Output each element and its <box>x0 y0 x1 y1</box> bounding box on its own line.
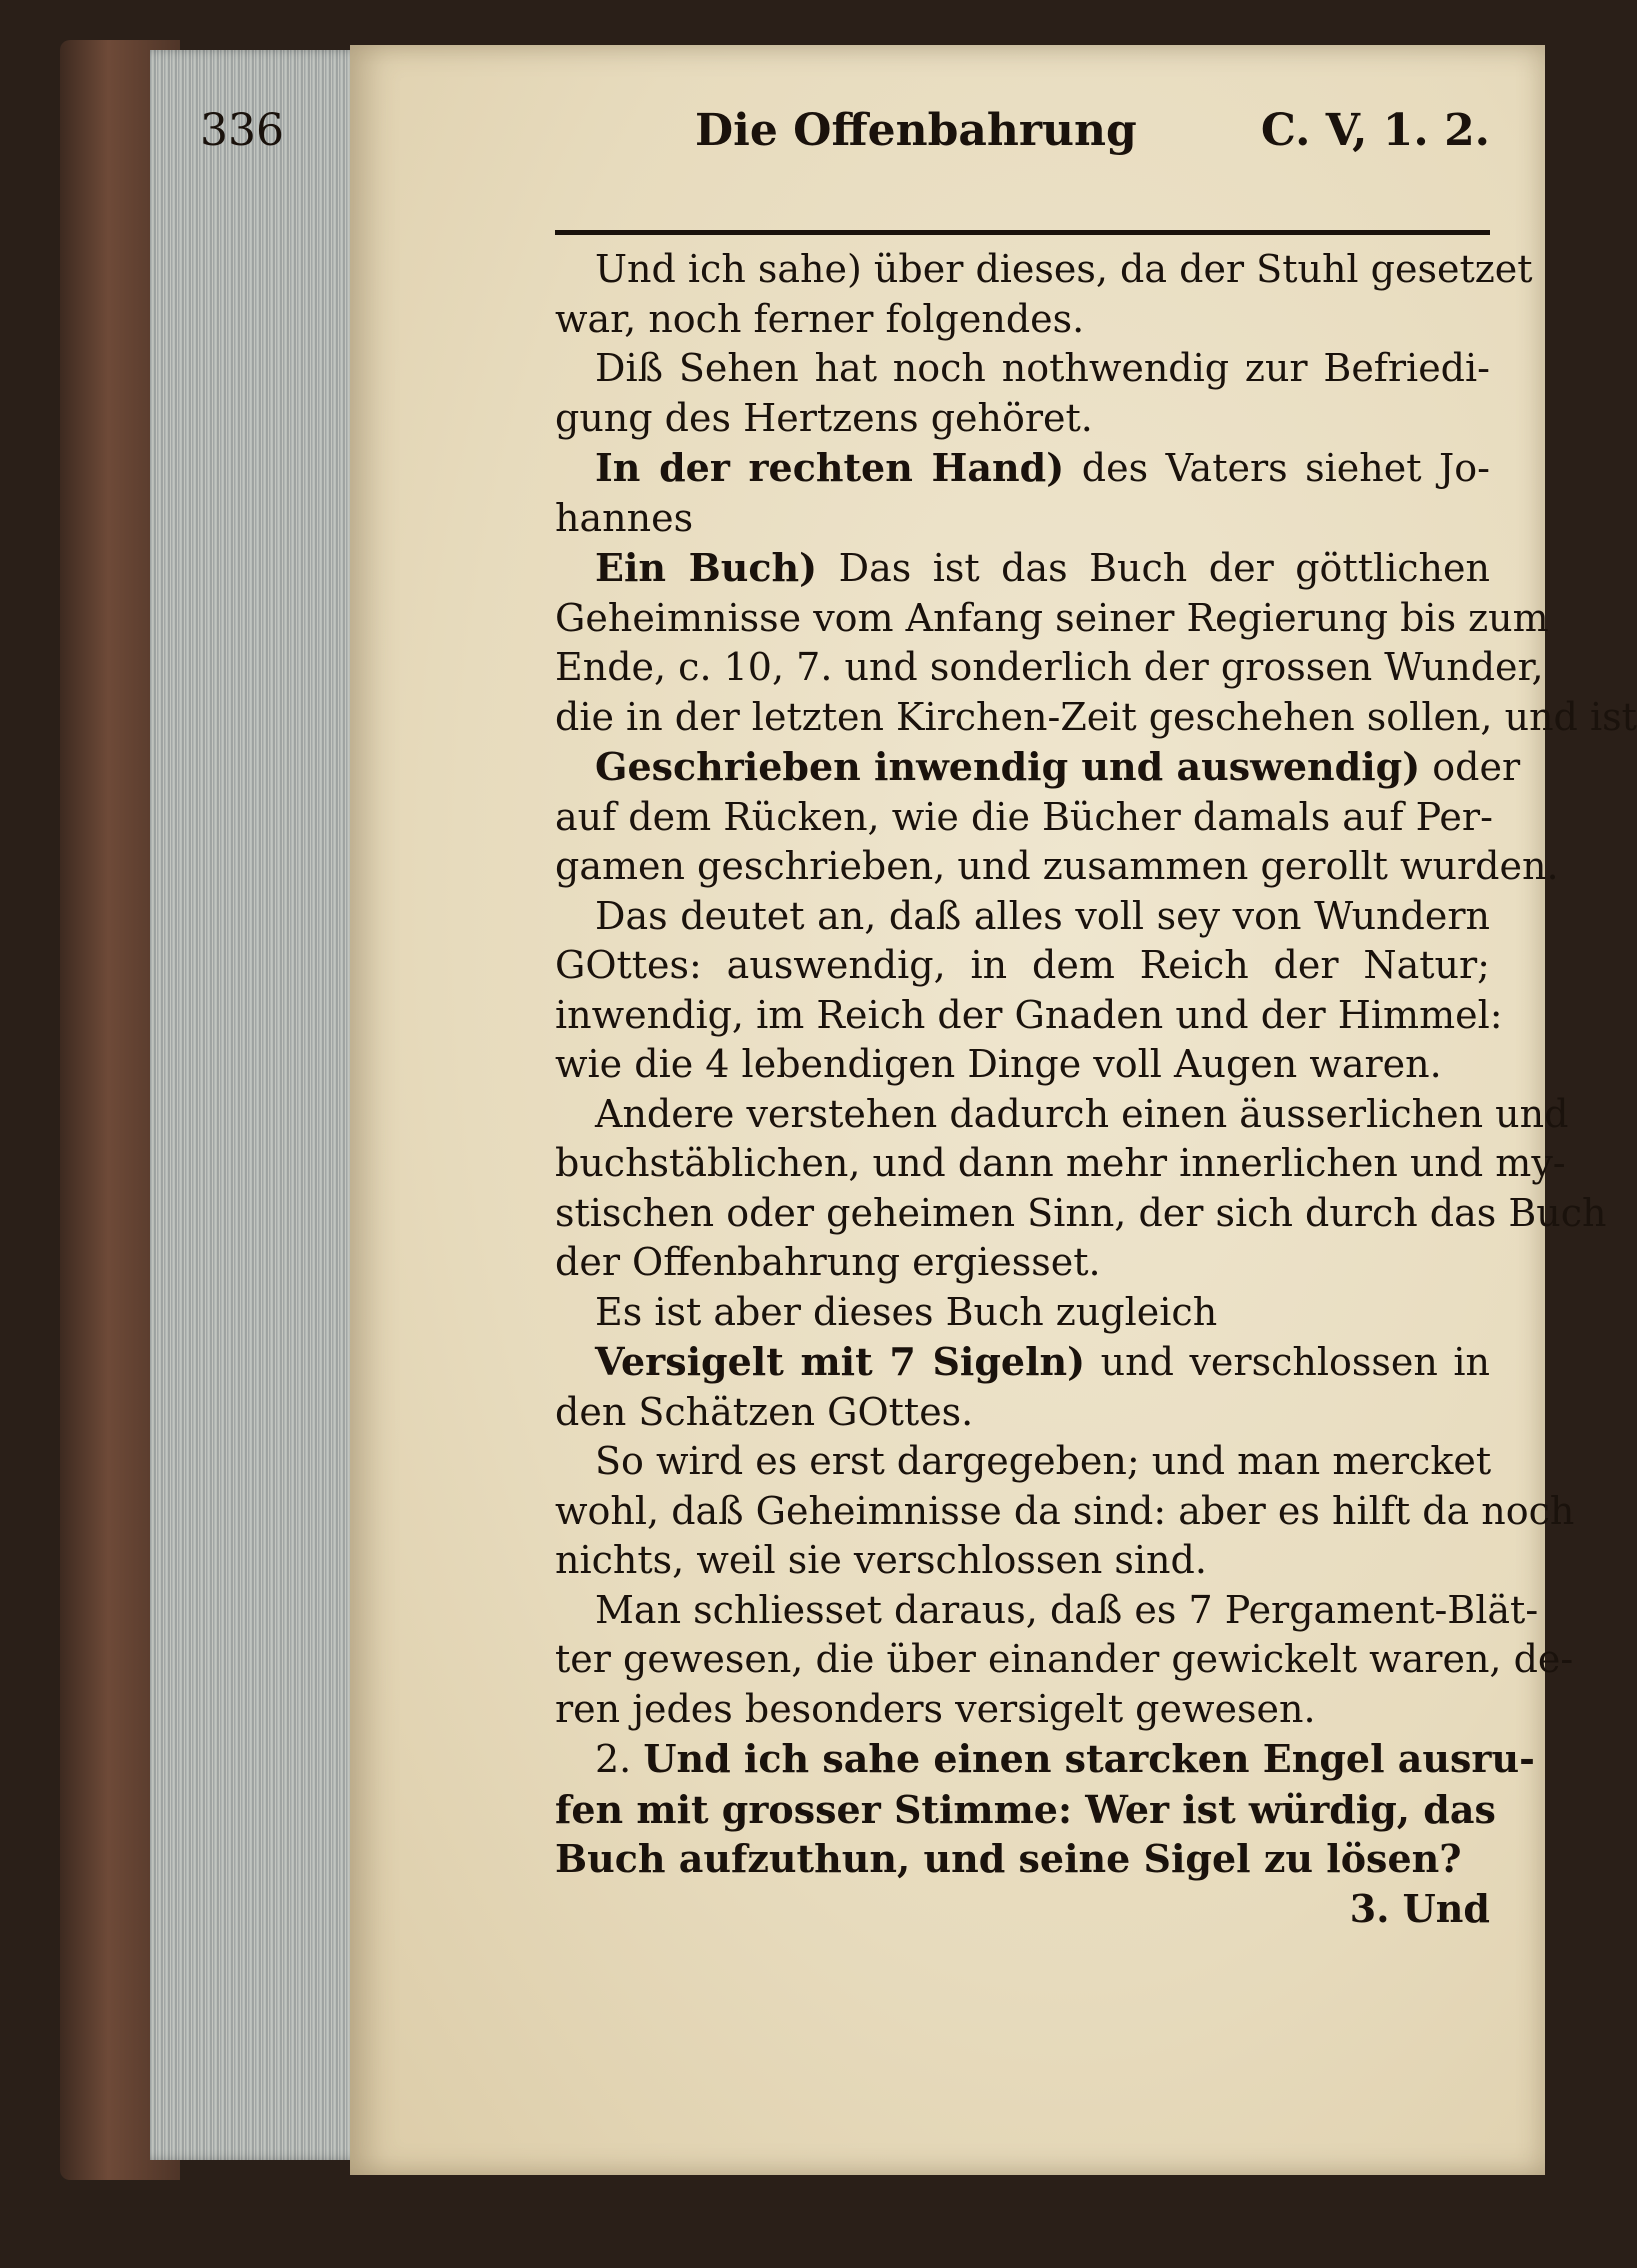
text-line: So wird es erst dargegeben; und man mercket <box>595 1439 1492 1483</box>
text-line: fen mit grosser Stimme: Wer ist würdig, das <box>555 1786 1496 1832</box>
text-line: wohl, daß Geheimnisse da sind: aber es hilft da noch <box>555 1488 1575 1533</box>
lemma: In der rechten Hand) <box>595 445 1065 490</box>
text-line: nichts, weil sie verschlossen sind. <box>555 1538 1207 1582</box>
text-line: den Schätzen GOttes. <box>555 1389 974 1434</box>
page-number: 336 <box>200 105 284 156</box>
catchword: 3. Und <box>1349 1885 1490 1931</box>
text-line: buchstäblichen, und dann mehr innerlichen und my- <box>555 1141 1566 1185</box>
text-line: Versigelt mit 7 Sigeln) und verschlossen in <box>595 1339 1490 1384</box>
text-line: Diß Sehen hat noch nothwendig zur Befriedi- <box>595 346 1490 390</box>
paragraph <box>555 1337 1490 1437</box>
text-line: hannes <box>555 495 694 540</box>
text-line: GOttes: auswendig, in dem Reich der Natur; <box>555 943 1490 987</box>
text-line: Man schliesset daraus, daß es 7 Pergament-Blät- <box>595 1587 1539 1632</box>
paragraph <box>555 1090 1607 1288</box>
lemma: Geschrieben inwendig und auswendig) <box>595 744 1421 789</box>
text-line: Geschrieben inwendig und auswendig) oder <box>595 744 1521 789</box>
text-line: Ende, c. 10, 7. und sonderlich der grossen Wunder, <box>555 645 1544 689</box>
text-line: gung des Hertzens gehöret. <box>555 395 1093 440</box>
paragraph <box>555 1437 1575 1586</box>
paragraph <box>555 443 1490 543</box>
header-rule <box>555 230 1490 235</box>
lemma: Ein Buch) <box>595 545 818 590</box>
text-line: inwendig, im Reich der Gnaden und der Himmel: <box>555 992 1503 1037</box>
lemma: Versigelt mit 7 Sigeln) <box>595 1339 1086 1384</box>
text-line: stischen oder geheimen Sinn, der sich durch das Buch <box>555 1190 1607 1235</box>
lemma: Und ich sahe einen starcken Engel ausru- <box>643 1736 1535 1781</box>
paragraph <box>555 1586 1574 1735</box>
text-line: In der rechten Hand) des Vaters siehet Jo- <box>595 445 1490 490</box>
paragraph <box>555 892 1503 1090</box>
paragraph <box>555 344 1490 443</box>
text-line: Das deutet an, daß alles voll sey von Wundern <box>595 893 1490 938</box>
paragraph <box>555 742 1559 892</box>
chapter-reference: C. V, 1. 2. <box>1260 105 1490 156</box>
text-line: war, noch ferner folgendes. <box>555 296 1085 341</box>
paragraph <box>555 245 1533 344</box>
paragraph <box>555 1734 1535 1884</box>
text-line: wie die 4 lebendigen Dinge voll Augen waren. <box>555 1042 1442 1086</box>
text-line: Geheimnisse vom Anfang seiner Regierung bis zum <box>555 595 1549 640</box>
text-line: Und ich sahe) über dieses, da der Stuhl gesetzet <box>595 247 1533 291</box>
text-line: Ein Buch) Das ist das Buch der göttlichen <box>595 545 1490 590</box>
paragraph <box>555 1288 1490 1338</box>
text-line: Buch aufzuthun, und seine Sigel zu lösen? <box>555 1836 1462 1881</box>
verse-number: 2. <box>595 1737 632 1781</box>
running-title: Die Offenbahrung <box>695 105 1137 156</box>
text-line: gamen geschrieben, und zusammen gerollt wurden. <box>555 844 1559 888</box>
text-line: ren jedes besonders versigelt gewesen. <box>555 1686 1316 1731</box>
text-line <box>555 1734 1535 1785</box>
paragraph <box>555 543 1637 742</box>
running-header <box>200 105 1490 185</box>
text-line: ter gewesen, die über einander gewickelt waren, de- <box>555 1637 1574 1681</box>
text-line: Andere verstehen dadurch einen äusserlichen und <box>595 1091 1569 1136</box>
text-line: Es ist aber dieses Buch zugleich <box>595 1289 1218 1334</box>
text-line: der Offenbahrung ergiesset. <box>555 1240 1101 1284</box>
text-line: die in der letzten Kirchen-Zeit geschehen sollen, und ist <box>555 694 1637 739</box>
page-edges <box>150 50 365 2160</box>
text-line: auf dem Rücken, wie die Bücher damals auf Per- <box>555 794 1493 839</box>
body-text <box>555 245 1637 1933</box>
